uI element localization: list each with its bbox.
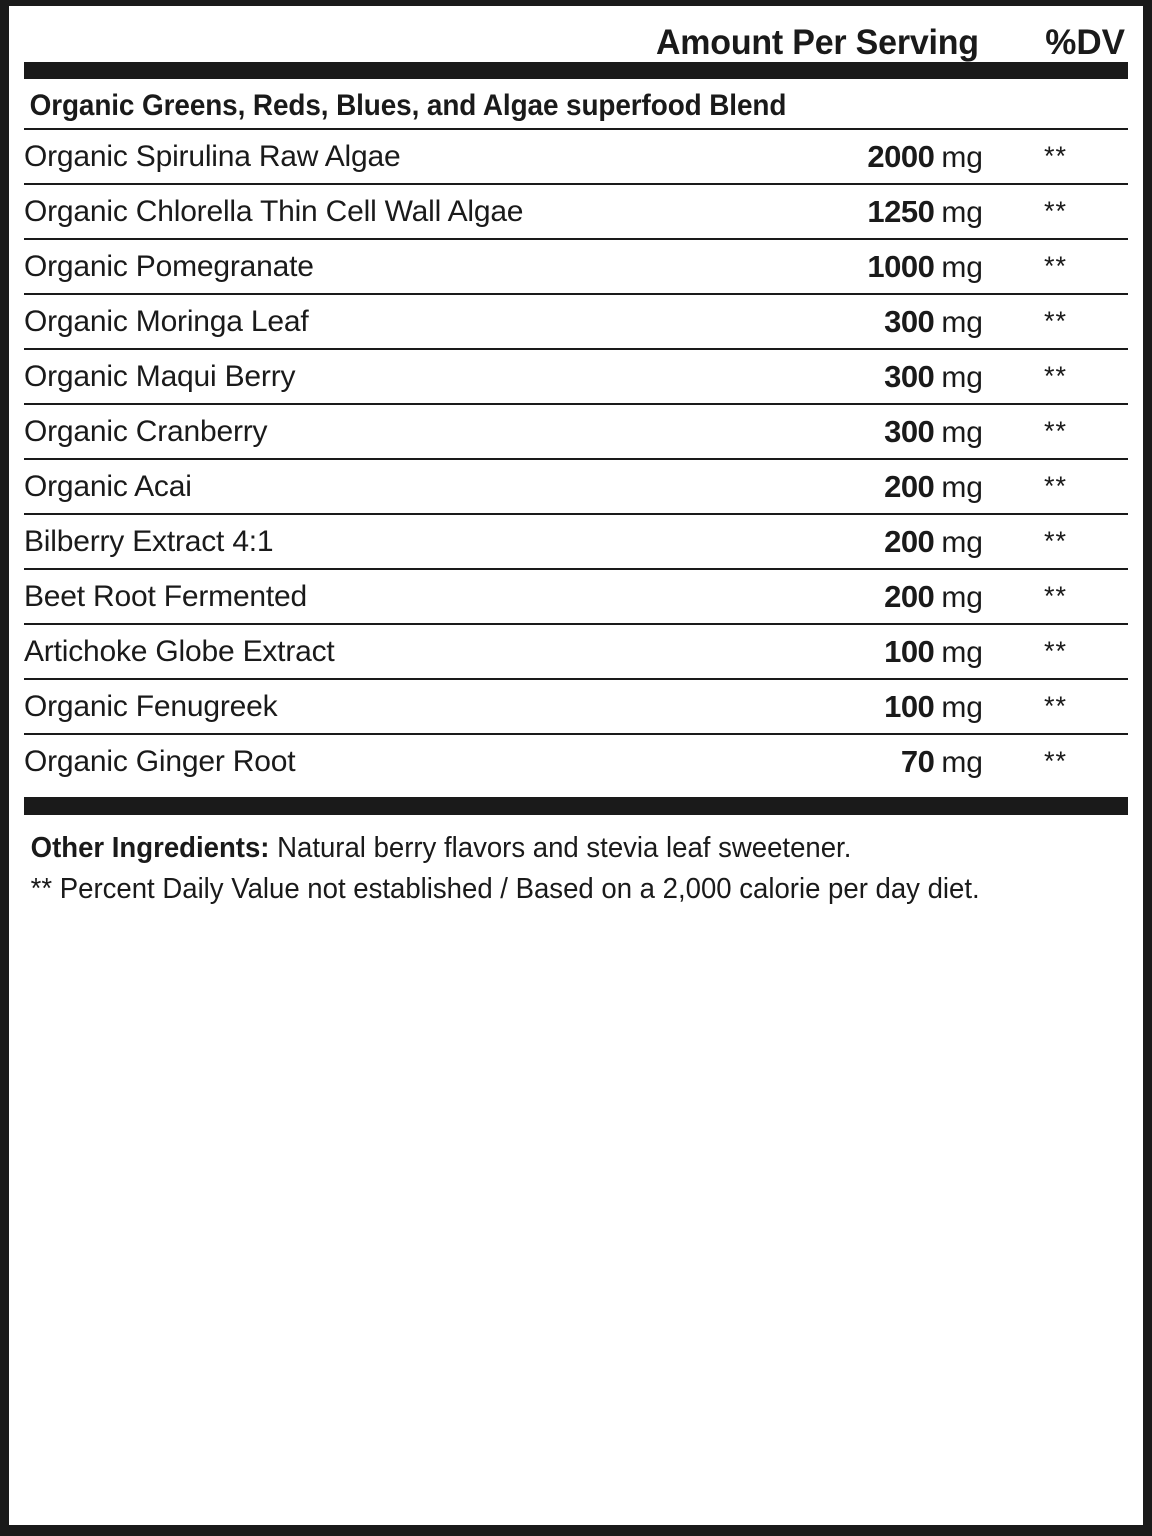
table-row — [24, 349, 1128, 404]
amount-unit: mg — [941, 140, 983, 174]
ingredient-amount — [718, 349, 983, 404]
ingredient-dv: ** — [1043, 746, 1067, 776]
ingredient-dv: ** — [1043, 196, 1067, 226]
percent-dv-header: %DV — [1045, 23, 1125, 62]
other-ingredients-line — [31, 828, 1073, 869]
ingredient-dv: ** — [1043, 416, 1067, 446]
table-row — [24, 184, 1128, 239]
amount-unit: mg — [941, 745, 983, 779]
ingredient-dv: ** — [1043, 471, 1067, 501]
amount-value: 300 — [884, 358, 935, 394]
amount-unit: mg — [941, 690, 983, 724]
amount-value: 1000 — [867, 248, 935, 284]
ingredient-name: Organic Pomegranate — [24, 249, 314, 283]
ingredient-amount — [718, 239, 983, 294]
footer-divider-thick — [24, 797, 1128, 815]
ingredient-name: Artichoke Globe Extract — [24, 634, 335, 668]
header-divider-thick — [24, 62, 1128, 79]
amount-value: 200 — [884, 578, 935, 614]
ingredient-amount — [718, 129, 983, 184]
ingredient-amount — [718, 624, 983, 679]
ingredient-name: Organic Fenugreek — [24, 689, 278, 723]
other-ingredients-text: Natural berry flavors and stevia leaf sweetener. — [277, 832, 852, 864]
ingredient-name: Organic Spirulina Raw Algae — [24, 139, 401, 173]
table-row — [24, 404, 1128, 459]
ingredient-amount — [718, 569, 983, 624]
label-content — [9, 6, 1143, 1525]
ingredient-name: Organic Maqui Berry — [24, 359, 296, 393]
ingredient-dv: ** — [1043, 141, 1067, 171]
amount-value: 200 — [884, 523, 935, 559]
ingredient-amount — [718, 734, 983, 788]
amount-unit: mg — [941, 580, 983, 614]
table-row — [24, 459, 1128, 514]
amount-unit: mg — [941, 525, 983, 559]
amount-value: 300 — [884, 303, 935, 339]
ingredient-name: Organic Acai — [24, 469, 192, 503]
amount-unit: mg — [941, 305, 983, 339]
ingredient-amount — [718, 404, 983, 459]
ingredients-table-body — [24, 129, 1128, 788]
table-row — [24, 514, 1128, 569]
ingredient-name: Organic Ginger Root — [24, 744, 296, 778]
table-row — [24, 679, 1128, 734]
ingredient-amount — [718, 459, 983, 514]
ingredient-name: Organic Chlorella Thin Cell Wall Algae — [24, 194, 524, 228]
table-row — [24, 624, 1128, 679]
ingredient-amount — [718, 294, 983, 349]
table-row — [24, 294, 1128, 349]
table-header-row — [24, 6, 1128, 60]
ingredient-dv: ** — [1043, 306, 1067, 336]
amount-value: 1250 — [867, 193, 935, 229]
footer-notes — [24, 815, 1073, 910]
ingredient-dv: ** — [1043, 691, 1067, 721]
amount-per-serving-header: Amount Per Serving — [656, 23, 980, 62]
other-ingredients-label: Other Ingredients: — [30, 832, 270, 864]
ingredient-dv: ** — [1043, 526, 1067, 556]
table-row — [24, 129, 1128, 184]
amount-unit: mg — [941, 470, 983, 504]
table-row — [24, 569, 1128, 624]
ingredient-dv: ** — [1043, 251, 1067, 281]
ingredient-amount — [718, 184, 983, 239]
amount-value: 2000 — [867, 138, 935, 174]
ingredient-amount — [718, 514, 983, 569]
table-row — [24, 239, 1128, 294]
amount-value: 200 — [884, 468, 935, 504]
table-row — [24, 734, 1128, 788]
ingredient-amount — [718, 679, 983, 734]
amount-unit: mg — [941, 415, 983, 449]
ingredients-table — [24, 128, 1128, 788]
ingredient-name: Beet Root Fermented — [24, 579, 308, 613]
blend-heading: Organic Greens, Reds, Blues, and Algae superfood Blend — [29, 89, 787, 122]
amount-unit: mg — [941, 195, 983, 229]
ingredient-name: Bilberry Extract 4:1 — [24, 524, 274, 558]
amount-unit: mg — [941, 635, 983, 669]
ingredient-name: Organic Moringa Leaf — [24, 304, 309, 338]
amount-value: 70 — [900, 743, 935, 779]
ingredient-dv: ** — [1043, 361, 1067, 391]
amount-value: 100 — [884, 688, 935, 724]
ingredient-dv: ** — [1043, 636, 1067, 666]
amount-unit: mg — [941, 360, 983, 394]
amount-unit: mg — [941, 250, 983, 284]
daily-value-note: ** Percent Daily Value not established / Based on a 2,000 calorie per day diet. — [30, 873, 980, 906]
ingredient-name: Organic Cranberry — [24, 414, 268, 448]
amount-value: 300 — [884, 413, 935, 449]
amount-value: 100 — [884, 633, 935, 669]
ingredient-dv: ** — [1043, 581, 1067, 611]
